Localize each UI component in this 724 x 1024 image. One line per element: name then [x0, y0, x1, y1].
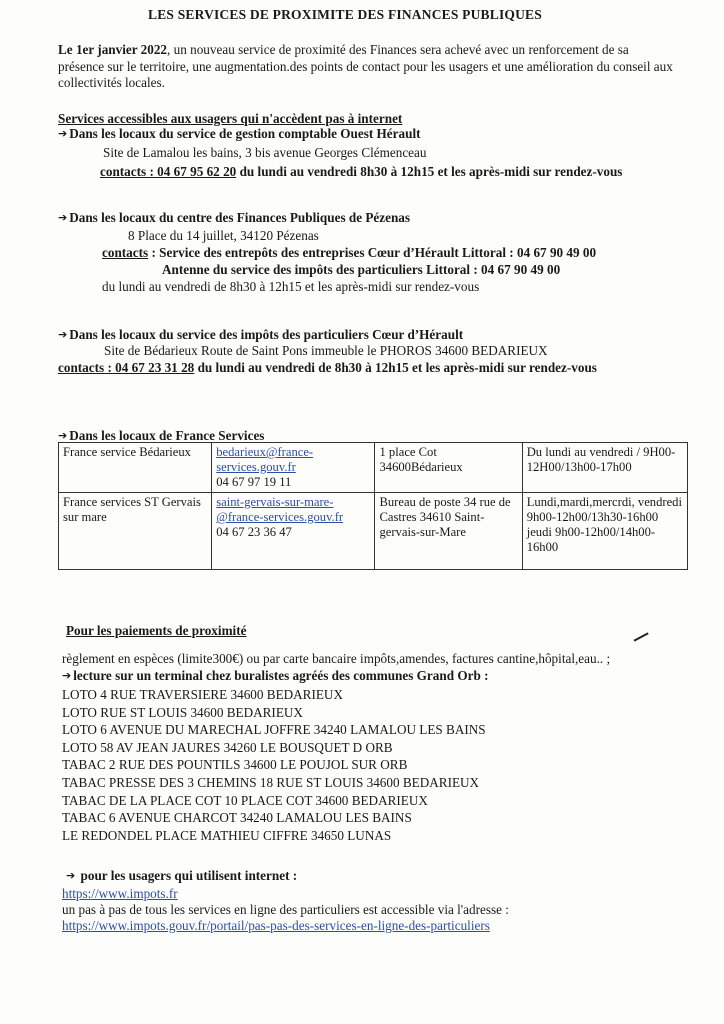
table-cell-contact [212, 443, 375, 493]
payments-intro: règlement en espèces (limite300€) ou par carte bancaire impôts,amendes, factures cantine,hôpital,eau.. ; [62, 651, 611, 666]
table-cell-hours: Du lundi au vendredi / 9H00-12H00/13h00-17h00 [522, 443, 687, 493]
arrow-icon: ➔ [58, 211, 68, 224]
list-item: LOTO 4 RUE TRAVERSIERE 34600 BEDARIEUX [62, 687, 343, 702]
table-cell-hours: Lundi,mardi,mercrdi, vendredi 9h00-12h00/13h30-16h00 jeudi 9h00-12h00/14h00-16h00 [522, 493, 687, 570]
s1-address: Site de Lamalou les bains, 3 bis avenue Georges Clémenceau [103, 145, 427, 160]
france-services-heading: ➔ Dans les locaux de France Services [58, 428, 265, 443]
s2-address: 8 Place du 14 juillet, 34120 Pézenas [128, 228, 319, 243]
table-cell-address: Bureau de poste 34 rue de Castres 34610 Saint-gervais-sur-Mare [375, 493, 522, 570]
list-item: TABAC PRESSE DES 3 CHEMINS 18 RUE ST LOUIS 34600 BEDARIEUX [62, 774, 480, 790]
table-row [59, 443, 688, 493]
payments-heading: Pour les paiements de proximité [66, 623, 247, 638]
s2-title: ➔ Dans les locaux du centre des Finances Publiques de Pézenas [58, 210, 411, 225]
arrow-icon: ➔ [58, 429, 68, 442]
email-link[interactable]: bedarieux@france-services.gouv.fr [216, 445, 314, 474]
phone-number: 04 67 97 19 11 [216, 475, 292, 489]
table-cell-name: France service Bédarieux [59, 443, 212, 493]
s1-contacts: contacts : 04 67 95 62 20 du lundi au vendredi 8h30 à 12h15 et les après-midi sur rendez-vous [100, 164, 623, 179]
list-item: TABAC 2 RUE DES POUNTILS 34600 LE POUJOL SUR ORB [62, 757, 408, 773]
buraliste-list [62, 686, 702, 844]
list-item: LE REDONDEL PLACE MATHIEU CIFFRE 34650 LUNAS [62, 827, 392, 843]
s2-hours: du lundi au vendredi de 8h30 à 12h15 et les après-midi sur rendez-vous [102, 279, 480, 294]
phone-number: 04 67 23 36 47 [216, 525, 292, 539]
arrow-icon: ➔ [66, 869, 76, 882]
table-row [59, 493, 688, 570]
list-item: TABAC DE LA PLACE COT 10 PLACE COT 34600 BEDARIEUX [62, 792, 428, 808]
s2-contact2: Antenne du service des impôts des particuliers Littoral : 04 67 90 49 00 [162, 262, 561, 277]
email-link[interactable]: saint-gervais-sur-mare-@france-services.gouv.fr [216, 495, 344, 524]
list-item: TABAC 6 AVENUE CHARCOT 34240 LAMALOU LES BAINS [62, 810, 412, 826]
s3-title: ➔ Dans les locaux du service des impôts des particuliers Cœur d’Hérault [58, 327, 464, 342]
pen-mark [634, 632, 649, 641]
table-cell-address: 1 place Cot 34600Bédarieux [375, 443, 522, 493]
payments-terminal: ➔ lecture sur un terminal chez buralistes agréés des communes Grand Orb : [62, 668, 489, 683]
intro-date: Le 1er janvier 2022 [58, 42, 168, 57]
s3-address: Site de Bédarieux Route de Saint Pons immeuble le PHOROS 34600 BEDARIEUX [104, 343, 548, 358]
s2-contact1: contacts : Service des entrepôts des entreprises Cœur d’Hérault Littoral : 04 67 90 49 00 [102, 245, 597, 260]
impots-link[interactable]: https://www.impots.fr [62, 886, 178, 901]
list-item: LOTO RUE ST LOUIS 34600 BEDARIEUX [62, 704, 303, 720]
france-services-table [58, 442, 688, 570]
table-cell-name: France services ST Gervais sur mare [59, 493, 212, 570]
s3-contacts: contacts : 04 67 23 31 28 du lundi au vendredi de 8h30 à 12h15 et les après-midi sur rendez-vous [58, 360, 597, 375]
pas-a-pas-link[interactable]: https://www.impots.gouv.fr/portail/pas-pas-des-services-en-ligne-des-particuliers [62, 918, 490, 933]
list-item: LOTO 6 AVENUE DU MARECHAL JOFFRE 34240 LAMALOU LES BAINS [62, 722, 486, 738]
internet-heading: ➔ pour les usagers qui utilisent internet : [66, 868, 298, 883]
list-item: LOTO 58 AV JEAN JAURES 34260 LE BOUSQUET D ORB [62, 739, 393, 755]
arrow-icon: ➔ [58, 328, 68, 341]
page-title: LES SERVICES DE PROXIMITE DES FINANCES PUBLIQUES [148, 7, 542, 22]
arrow-icon: ➔ [58, 127, 68, 140]
arrow-icon: ➔ [62, 669, 72, 682]
table-cell-contact [212, 493, 375, 570]
intro-paragraph [58, 42, 678, 92]
internet-text: un pas à pas de tous les services en ligne des particuliers est accessible via l'adresse : [62, 902, 509, 917]
offline-heading: Services accessibles aux usagers qui n'accèdent pas à internet [58, 111, 403, 126]
s1-title: ➔ Dans les locaux du service de gestion comptable Ouest Hérault [58, 126, 421, 141]
intro-text: , un nouveau service de proximité des Finances sera achevé avec un renforcement de sa présence sur le territoire, une augmentation.des points de contact pour les usagers et une amélioration du conseil aux collectivités locales. [58, 42, 673, 90]
